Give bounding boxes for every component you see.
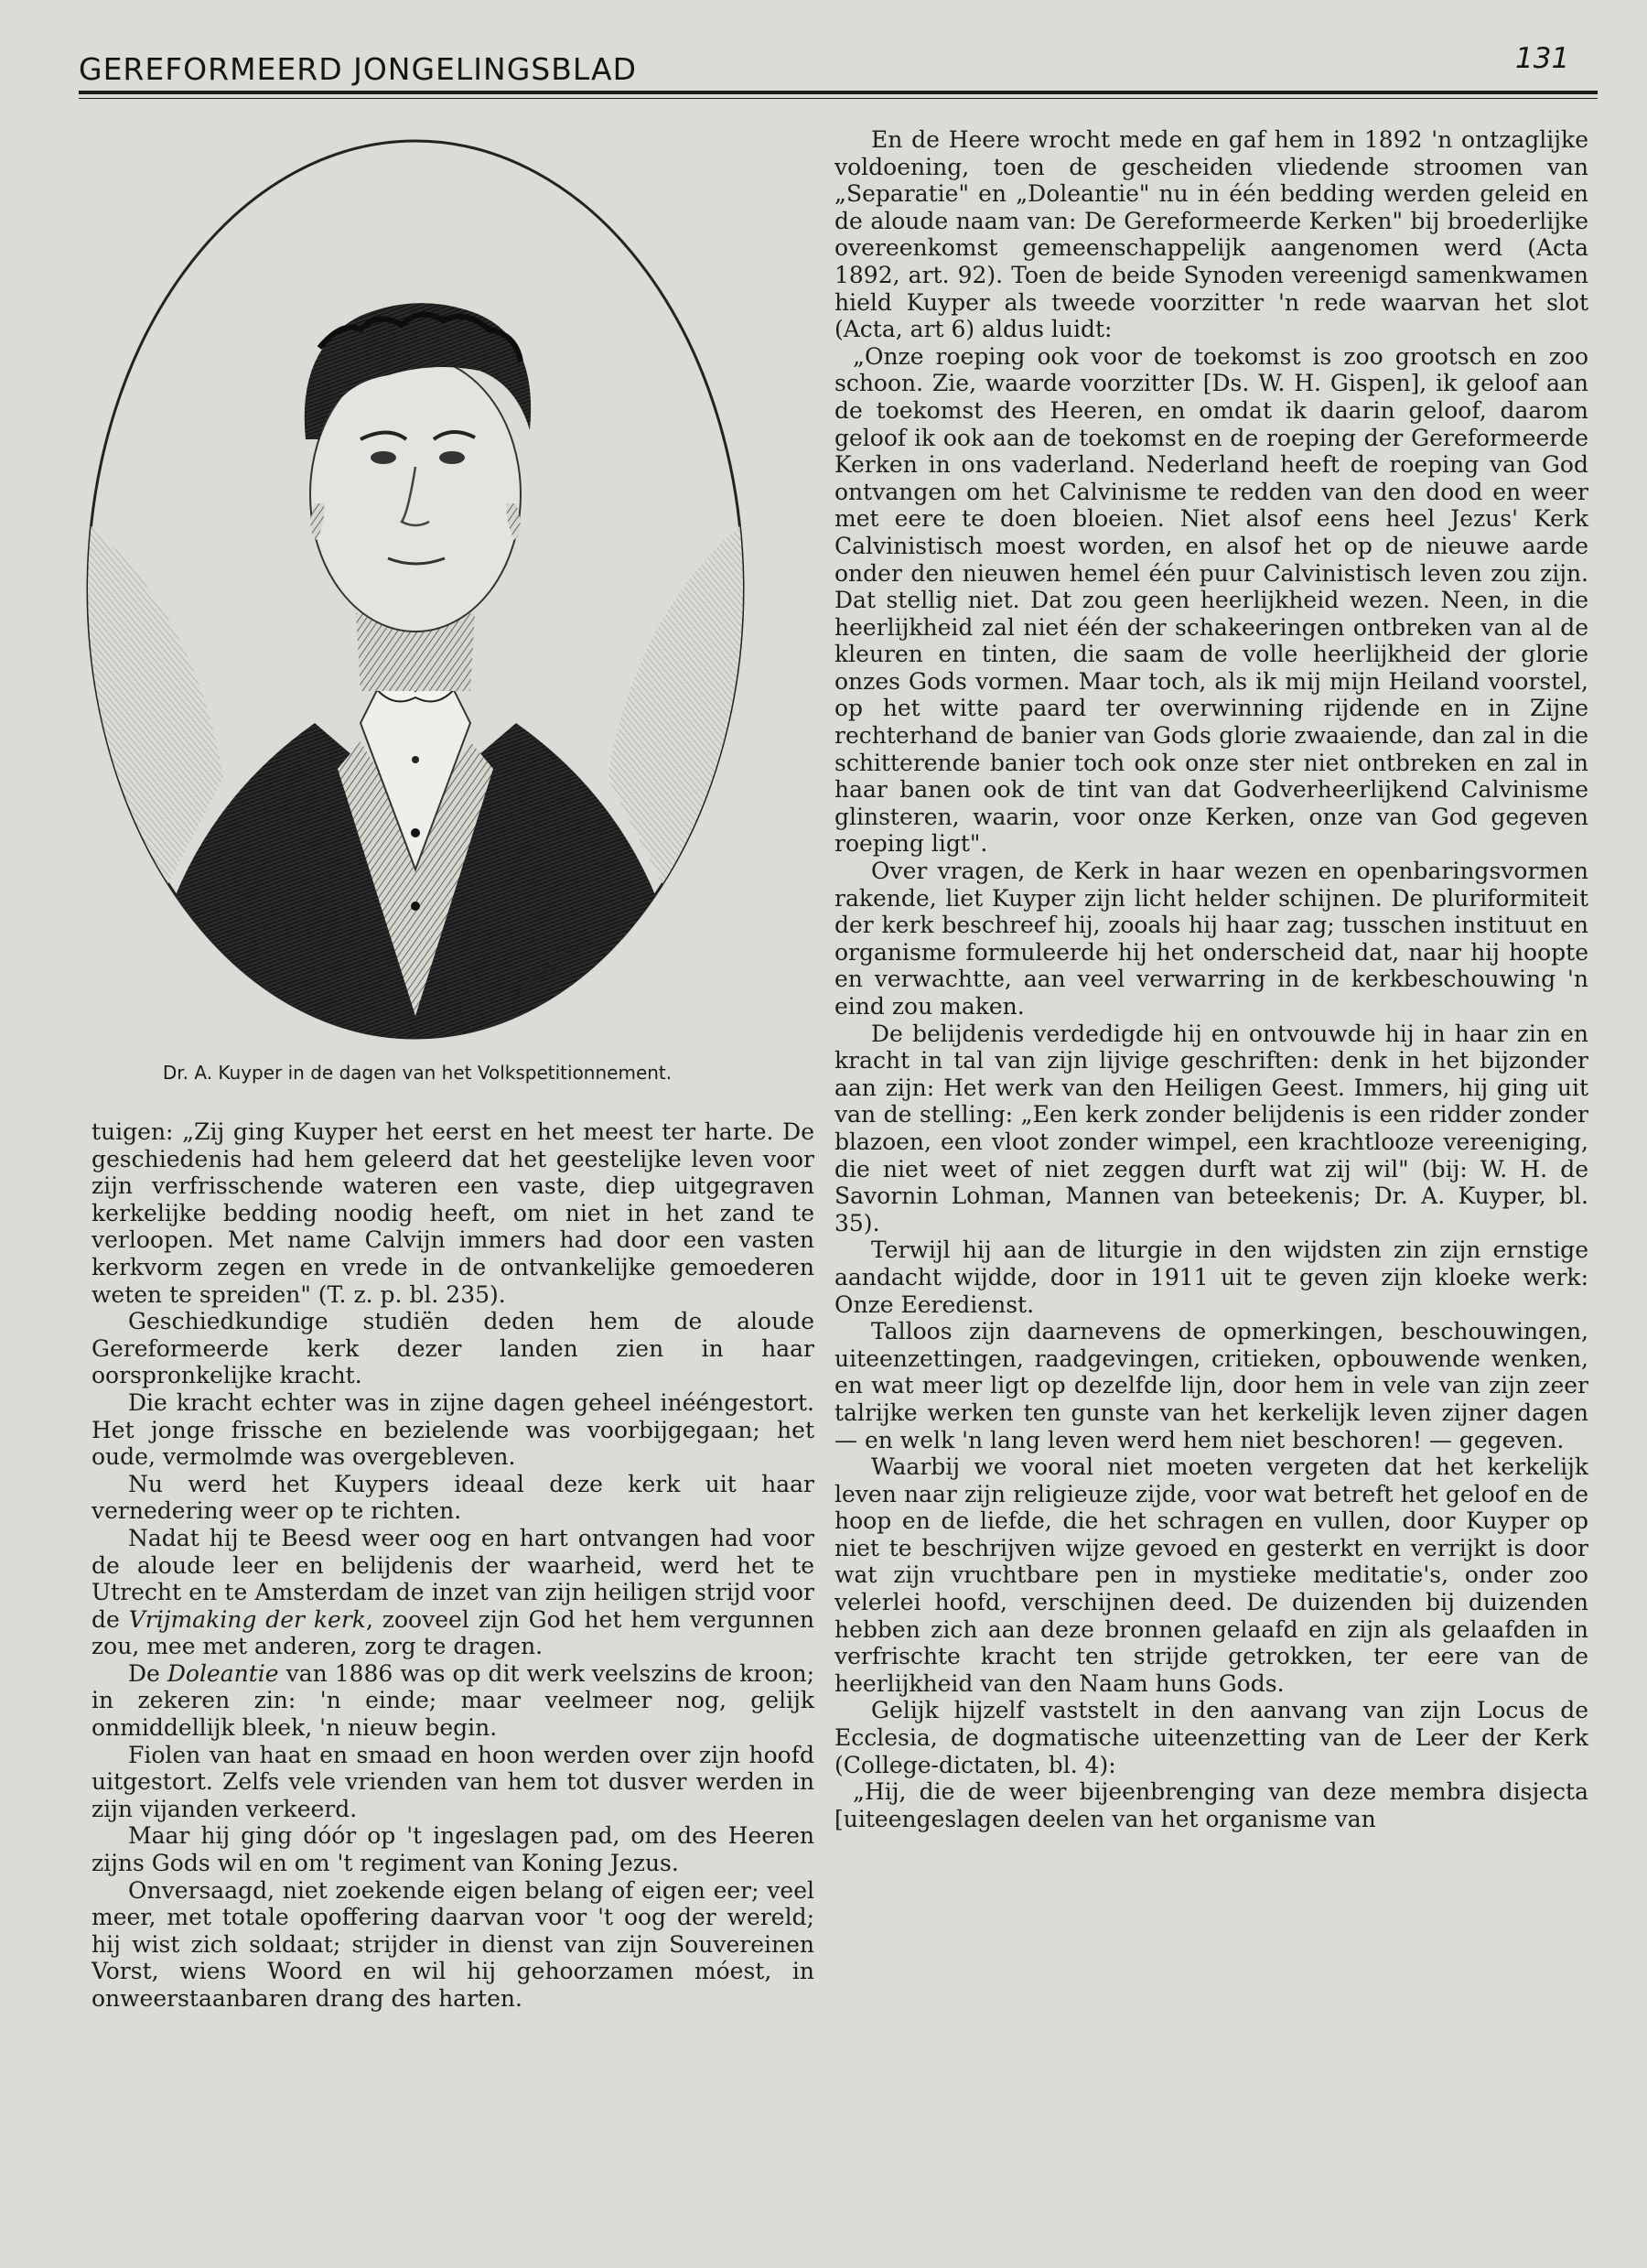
paragraph: De belijdenis verdedigde hij en ontvouwde hij in haar zin en kracht in tal van zijn lijvige geschriften: denk in het bijzonder aan zijn: Het werk van den Heiligen Geest. Immers, hij ging uit van de stelling: „Een kerk zonder belijdenis is een ridder zonder blazoen, een vloot zonder wimpel, een krachtlooze vereeniging, die niet weet of niet zeggen durft wat zij wil" (bij: W. H. de Savornin Lohman, Mannen van beteekenis; Dr. A. Kuyper, bl. 35). <box>834 1020 1588 1237</box>
paragraph <box>92 1660 814 1742</box>
paragraph: Nu werd het Kuypers ideaal deze kerk uit haar vernedering weer op te richten. <box>92 1470 814 1525</box>
paragraph: Die kracht echter was in zijne dagen geheel inééngestort. Het jonge frissche en bezielende was voorbijgegaan; het oude, vermolmde was overgebleven. <box>92 1388 814 1471</box>
paragraph: Terwijl hij aan de liturgie in den wijdsten zin zijn ernstige aandacht wijdde, door in 1911 uit te geven zijn kloeke werk: Onze Eeredienst. <box>834 1237 1588 1318</box>
paragraph <box>92 1525 814 1660</box>
paragraph: Onversaagd, niet zoekende eigen belang of eigen eer; veel meer, met totale opoffering daarvan voor 't oog der wereld; hij wist zich soldaat; strijder in dienst van zijn Souvereinen Vorst, wiens Woord en wil hij gehoorzamen móest, in onweerstaanbaren drang des harten. <box>92 1876 814 2012</box>
header-rule-thin <box>79 98 1598 99</box>
text-span: van 1886 was op dit werk veelszins de kroon; in zekeren zin: 'n einde; maar veelmeer nog, gelijk onmiddellijk bleek, 'n nieuw begin. <box>92 1659 814 1742</box>
page-number: 131 <box>1515 42 1570 75</box>
portrait-engraving <box>86 137 745 1042</box>
journal-title: GEREFORMEERD JONGELINGSBLAD <box>79 51 637 87</box>
left-column <box>92 1118 814 2013</box>
paragraph: Maar hij ging dóór op 't ingeslagen pad, om des Heeren zijns Gods wil en om 't regiment van Koning Jezus. <box>92 1822 814 1877</box>
paragraph: Over vragen, de Kerk in haar wezen en openbaringsvormen rakende, liet Kuyper zijn licht helder schijnen. De pluriformiteit der kerk beschreef hij, zooals hij haar zag; tusschen instituut en organisme formuleerde hij het onderscheid dat, naar hij hoopte en verwachtte, aan veel verwarring in de kerkbeschouwing 'n eind zou maken. <box>834 858 1588 1020</box>
paragraph: Fiolen van haat en smaad en hoon werden over zijn hoofd uitgestort. Zelfs vele vrienden van hem tot dusver werden in zijn vijanden verkeerd. <box>92 1741 814 1822</box>
paragraph: En de Heere wrocht mede en gaf hem in 1892 'n ontzaglijke voldoening, toen de gescheiden vliedende stroomen van „Separatie" en „Doleantie" nu in één bedding werden geleid en de aloude naam van: De Gereformeerde Kerken" bij broederlijke overeenkomst gemeenschappelijk aangenomen werd (Acta 1892, art. 92). Toen de beide Synoden vereenigd samenkwamen hield Kuyper als tweede voorzitter 'n rede waarvan het slot (Acta, art 6) aldus luidt: <box>834 126 1588 343</box>
paragraph: tuigen: „Zij ging Kuyper het eerst en het meest ter harte. De geschiedenis had hem geleerd dat het geestelijke leven voor zijn verfrisschende wateren een vaste, diep uitgegraven kerkelijke bedding noodig heeft, om niet in het zand te verloopen. Met name Calvijn immers had door een vasten kerkvorm zegen en vrede in de ontvankelijke gemoederen weten te spreiden" (T. z. p. bl. 235). <box>92 1118 814 1308</box>
emphasis: Vrijmaking der kerk <box>128 1605 366 1633</box>
right-column <box>834 126 1588 1832</box>
paragraph: Talloos zijn daarnevens de opmerkingen, beschouwingen, uiteenzettingen, raadgevingen, critieken, opbouwende wenken, en wat meer ligt op dezelfde lijn, door hem in vele van zijn zeer talrijke werken ten gunste van het kerkelijk leven zijner dagen — en welk 'n lang leven werd hem niet beschoren! — gegeven. <box>834 1318 1588 1453</box>
text-span: Nadat hij te Beesd weer oog en hart ontvangen had voor de aloude leer en belijdenis der waarheid, werd het te Utrecht en te Amsterdam de inzet van zijn heiligen strijd voor de <box>92 1524 814 1633</box>
quotation: „Hij, die de weer bijeenbrenging van deze membra disjecta [uiteengeslagen deelen van het organisme van <box>834 1778 1588 1832</box>
text-span: , zooveel zijn God het hem vergunnen zou, mee met anderen, zorg te dragen. <box>92 1605 814 1660</box>
quotation: „Onze roeping ook voor de toekomst is zoo grootsch en zoo schoon. Zie, waarde voorzitter [Ds. W. H. Gispen], ik geloof aan de toekomst des Heeren, en omdat ik daarin geloof, daarom geloof ik ook aan de toekomst en de roeping der Gereformeerde Kerken in ons vaderland. Nederland heeft de roeping van God ontvangen om het Calvinisme te redden van den dood en weer met eere te doen bloeien. Niet alsof eens heel Jezus' Kerk Calvinistisch moest worden, en alsof het op de nieuwe aarde onder den nieuwen hemel één puur Calvinistisch leven zou zijn. Dat stellig niet. Dat zou geen heerlijkheid wezen. Neen, in die heerlijkheid zal niet één der schakeeringen ontbreken van al de kleuren en tinten, die saam de volle heerlijkheid der glorie onzes Gods vormen. Maar toch, als ik mij mijn Heiland voorstel, op het witte paard ter overwinning rijdende en in Zijne rechterhand de banier van Gods glorie zwaaiende, dan zal in die schitterende banier toch ook onze ster niet ontbreken en zal in haar banen ook de tint van dat Godverheerlijkend Calvinisme glinsteren, waarin, voor onze Kerken, onze van God gegeven roeping ligt". <box>834 342 1588 858</box>
engraver-signature: SMEETS, TILLY <box>510 935 594 1001</box>
paragraph: Gelijk hijzelf vaststelt in den aanvang van zijn Locus de Ecclesia, de dogmatische uiteenzetting van de Leer der Kerk (College-dictaten, bl. 4): <box>834 1697 1588 1778</box>
text-span: De <box>128 1659 167 1687</box>
portrait-caption: Dr. A. Kuyper in de dagen van het Volkspetitionnement. <box>162 1062 673 1084</box>
emphasis: Doleantie <box>167 1659 279 1687</box>
paragraph: Waarbij we vooral niet moeten vergeten dat het kerkelijk leven naar zijn religieuze zijde, voor wat betreft het geloof en de hoop en de liefde, die het schragen en vullen, door Kuyper op niet te beschrijven wijze gevoed en gesterkt en verrijkt is door wat zijn vruchtbare pen in mystieke meditatie's, onder zoo velerlei hoofd, verschijnen deed. De duizenden bij duizenden hebben zich aan deze bronnen gelaafd en zijn als gelaafden in verfrischte kracht ten strijde getrokken, ter eere van de heerlijkheid van den Naam huns Gods. <box>834 1453 1588 1697</box>
paragraph: Geschiedkundige studiën deden hem de aloude Gereformeerde kerk dezer landen zien in haar oorspronkelijke kracht. <box>92 1308 814 1389</box>
header-rule <box>79 91 1598 94</box>
face <box>310 357 521 632</box>
